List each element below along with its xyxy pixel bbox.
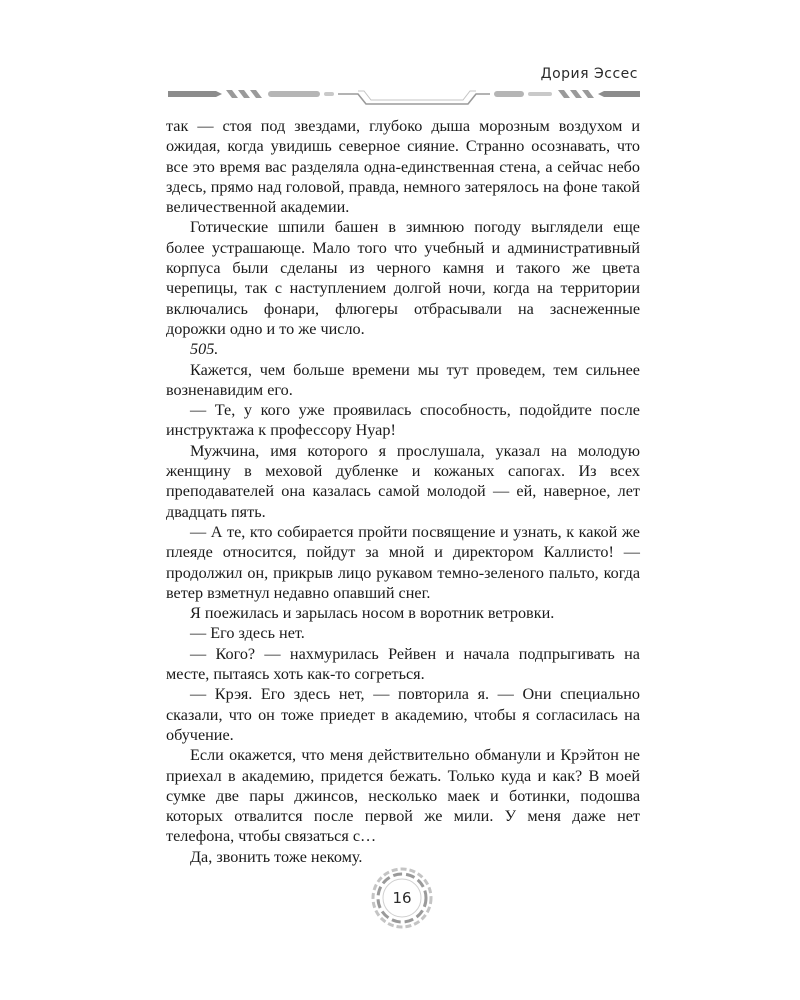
- running-head-title: Дория Эссес: [540, 66, 638, 82]
- page-number: 16: [392, 889, 412, 907]
- paragraph: Да, звонить тоже некому.: [190, 847, 363, 866]
- running-head: [168, 66, 640, 106]
- paragraph: — Его здесь нет.: [190, 624, 305, 643]
- paragraph: Если окажется, что меня действительно обманули и Крэйтон не приехал в академию, придется бежать. Только куда и как? В моей сумке две пары джинсов, несколько маек и ботинки, подошва которых отвалится после первой же мили. У меня даже нет телефона, чтобы связаться с…: [166, 746, 640, 846]
- body-text: [166, 116, 640, 867]
- header-ornament-icon: [168, 80, 640, 106]
- paragraph: — Те, у кого уже проявилась способность, подойдите после инструктажа к профессору Нуар!: [166, 401, 640, 440]
- paragraph: — Крэя. Его здесь нет, — повторила я. — Они специально сказали, что он тоже приедет в академию, чтобы я согласилась на обучение.: [166, 685, 640, 744]
- paragraph: — Кого? — нахмурилась Рейвен и начала подпрыгивать на месте, пытаясь хоть как-то согреться.: [166, 644, 640, 684]
- paragraph-number: 505.: [190, 340, 219, 359]
- paragraph: — А те, кто собирается пройти посвящение и узнать, к какой же плеяде относится, пойдут за мной и директором Каллисто! — продолжил он, прикрыв лицо рукавом темно-зеленого пальто, когда ветер взметнул недавно опавший снег.: [166, 522, 640, 602]
- paragraph: Я поежилась и зарылась носом в воротник ветровки.: [190, 604, 555, 623]
- paragraph: так — стоя под звездами, глубоко дыша морозным воздухом и ожидая, когда увидишь северное сияние. Странно осознавать, что все это время вас разделяла одна-единственная стена, а сейчас небо здесь, прямо над головой, правда, немного затерялось на фоне такой величественной академии.: [166, 117, 640, 217]
- paragraph: Кажется, чем больше времени мы тут проведем, тем сильнее возненавидим его.: [166, 360, 640, 399]
- paragraph: Мужчина, имя которого я прослушала, указал на молодую женщину в меховой дубленке и кожаных сапогах. Из всех преподавателей она казалась самой молодой — ей, наверное, лет двадцать пять.: [166, 441, 640, 521]
- paragraph: Готические шпили башен в зимнюю погоду выглядели еще более устрашающе. Мало того что учебный и административный корпуса были сделаны из черного камня и такого же цвета черепицы, так с наступлением долгой ночи, когда на территории включались фонари, флюгеры отбрасывали на заснеженные дорожки одно и то же число.: [166, 218, 640, 338]
- page-number-badge: [370, 866, 434, 930]
